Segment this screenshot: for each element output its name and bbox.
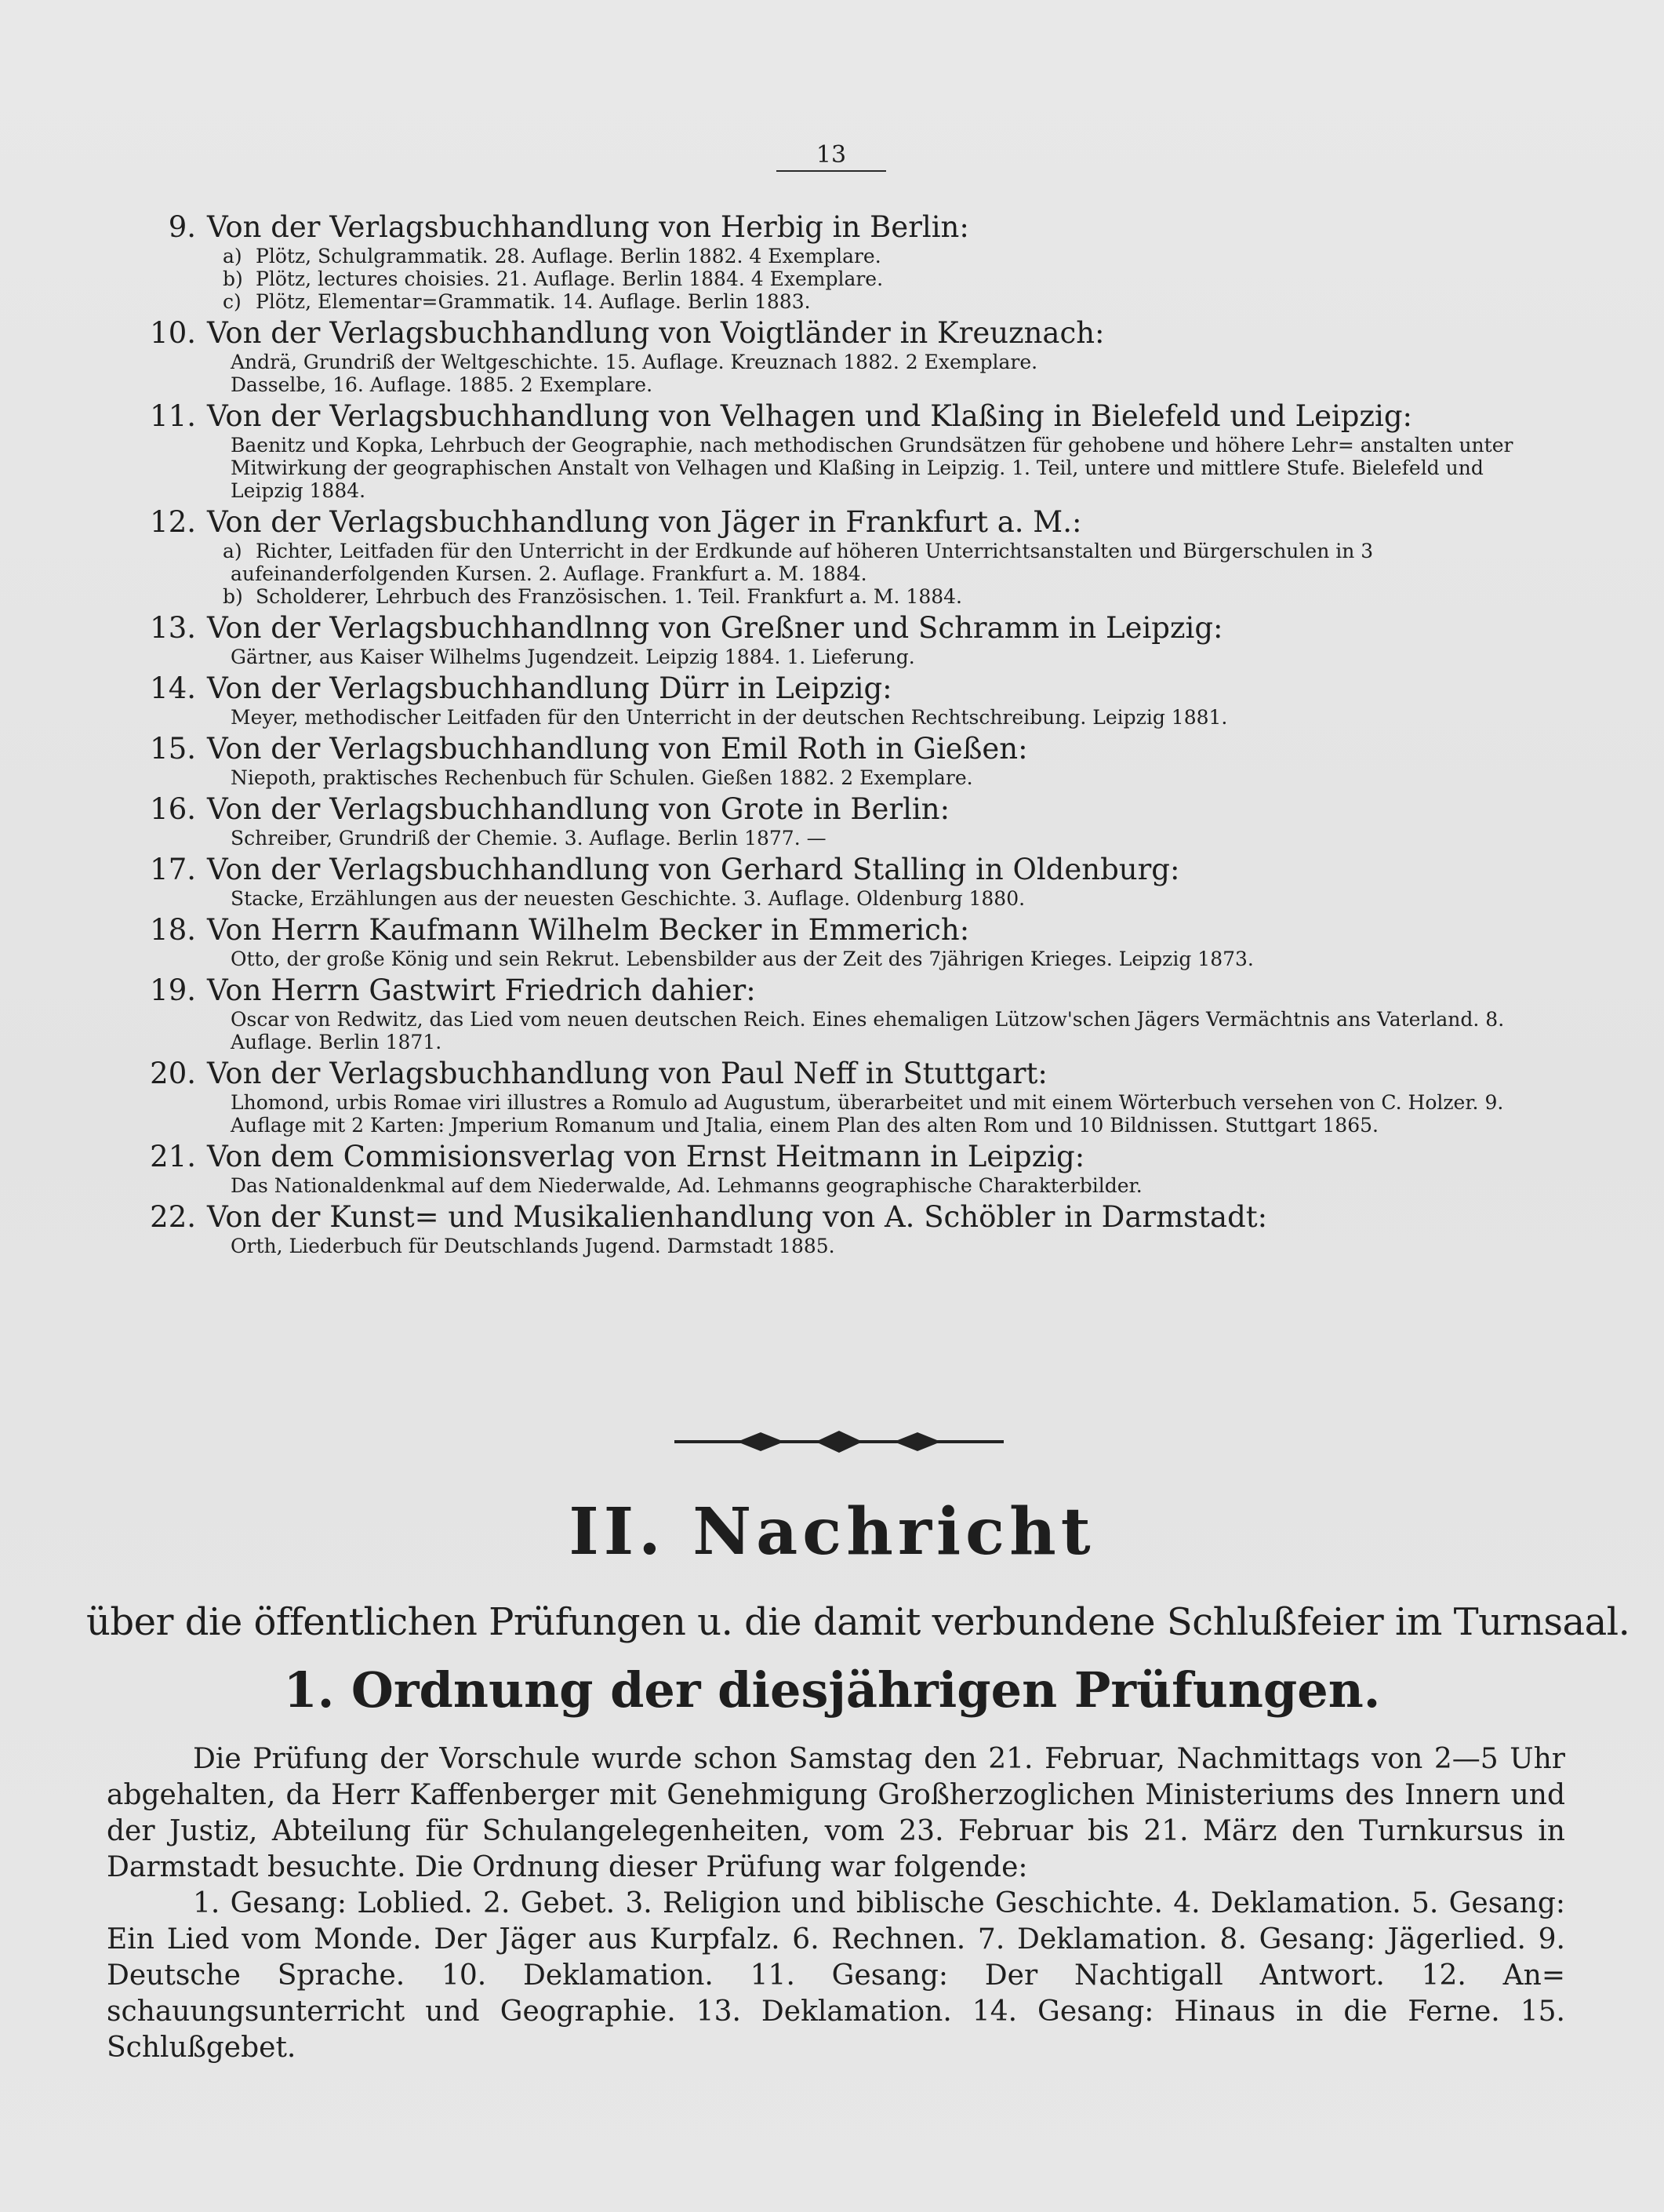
list-entry [149,611,1545,668]
entry-heading: Von dem Commisionsverlag von Ernst Heitmann in Leipzig: [207,1140,1085,1173]
section-heading: 1. Ordnung der diesjährigen Prüfungen. [283,1661,1381,1719]
entry-item: Otto, der große König und sein Rekrut. Lebensbilder aus der Zeit des 7jährigen Krieges. Leipzig 1873. [231,948,1254,970]
entry-number: 12. [150,505,196,539]
entry-item: Oscar von Redwitz, das Lied vom neuen deutschen Reich. Eines ehemaligen Lützow'schen Jägers Vermächtnis ans Vaterland. 8. Auflage. Berlin 1871. [231,1008,1505,1053]
entry-heading: Von der Verlagsbuchhandlung Dürr in Leipzig: [207,671,892,705]
entry-heading: Von der Verlagsbuchhandlung von Jäger in Frankfurt a. M.: [207,505,1082,539]
entry-heading: Von der Verlagsbuchhandlung von Grote in Berlin: [207,792,950,826]
list-entry [149,1140,1545,1197]
item-label: c) [223,290,242,313]
list-entry [149,913,1545,970]
list-entry [149,1057,1545,1137]
entry-heading: Von der Verlagsbuchhandlung von Emil Roth in Gießen: [207,732,1028,766]
entry-heading: Von Herrn Gastwirt Friedrich dahier: [207,973,756,1007]
list-entry [149,316,1545,396]
entry-heading: Von der Verlagsbuchhandlung von Voigtländer in Kreuznach: [207,316,1105,350]
item-text: Plötz, lectures choisies. 21. Auflage. Berlin 1884. 4 Exemplare. [256,267,884,290]
entry-item [223,585,1545,608]
entry-item: Lhomond, urbis Romae viri illustres a Romulo ad Augustum, überarbeitet und mit einem Wörterbuch versehen von C. Holzer. 9. Auflage mit 2 Karten: Jmperium Romanum und Jtalia, einem Plan des alten Rom und 10 Bildnissen. Stuttgart 1865. [231,1091,1504,1137]
entry-item: Gärtner, aus Kaiser Wilhelms Jugendzeit. Leipzig 1884. 1. Lieferung. [231,646,915,668]
list-entry [149,973,1545,1053]
entry-number: 22. [150,1200,196,1234]
list-entry [149,1200,1545,1257]
entry-item [223,540,1545,585]
paragraph: 1. Gesang: Loblied. 2. Gebet. 3. Religion und biblische Geschichte. 4. Deklamation. 5. Gesang: Ein Lied vom Monde. Der Jäger aus Kurpfalz. 6. Rechnen. 7. Deklamation. 8. Gesang: Jägerlied. 9. Deutsche Sprache. 10. Deklamation. 11. Gesang: Der Nachtigall Antwort. 12. An= schauungsunterricht und Geographie. 13. Deklamation. 14. Gesang: Hinaus in die Ferne. 15. Schlußgebet. [107,1887,1565,2064]
list-entry [149,671,1545,729]
entry-heading: Von der Verlagsbuchhandlung von Velhagen und Klaßing in Bielefeld und Leipzig: [207,399,1412,433]
entry-heading: Von der Verlagsbuchhandlung von Gerhard Stalling in Oldenburg: [207,853,1180,886]
entry-item: Stacke, Erzählungen aus der neuesten Geschichte. 3. Auflage. Oldenburg 1880. [231,887,1026,910]
ornament-divider [674,1426,1004,1457]
entry-item: Das Nationaldenkmal auf dem Niederwalde, Ad. Lehmanns geographische Charakterbilder. [231,1174,1143,1197]
entry-item: Schreiber, Grundriß der Chemie. 3. Auflage. Berlin 1877. — [231,827,827,850]
entry-item: Orth, Liederbuch für Deutschlands Jugend. Darmstadt 1885. [231,1235,835,1257]
entry-number: 21. [150,1140,196,1173]
item-label: a) [223,540,242,562]
item-text: Richter, Leitfaden für den Unterricht in der Erdkunde auf höheren Unterrichtsanstalten und Bürgerschulen in 3 aufeinanderfolgenden Kursen. 2. Auflage. Frankfurt a. M. 1884. [231,540,1374,585]
entry-heading: Von der Verlagsbuchhandlnng von Greßner und Schramm in Leipzig: [207,611,1223,645]
entry-number: 15. [150,732,196,766]
entry-number: 17. [150,853,196,886]
entry-item: Meyer, methodischer Leitfaden für den Unterricht in der deutschen Rechtschreibung. Leipzig 1881. [231,706,1228,729]
item-text: Scholderer, Lehrbuch des Französischen. 1. Teil. Frankfurt a. M. 1884. [256,585,962,608]
entry-item: Andrä, Grundriß der Weltgeschichte. 15. Auflage. Kreuznach 1882. 2 Exemplare. [231,351,1038,373]
body-text [107,1741,1565,2066]
entry-item: Baenitz und Kopka, Lehrbuch der Geographie, nach methodischen Grundsätzen für gehobene und höhere Lehr= anstalten unter Mitwirkung der geographischen Anstalt von Velhagen und Klaßing in Leipzig. 1. Teil, untere und mittlere Stufe. Bielefeld und Leipzig 1884. [231,434,1513,502]
entry-number: 18. [150,913,196,947]
entry-number: 19. [150,973,196,1007]
paragraph: Die Prüfung der Vorschule wurde schon Samstag den 21. Februar, Nachmittags von 2—5 Uhr abgehalten, da Herr Kaffenberger mit Genehmigung Großherzoglichen Ministeriums des Innern und der Justiz, Abteilung für Schulangelegenheiten, vom 23. Februar bis 21. März den Turnkursus in Darmstadt besuchte. Die Ordnung dieser Prüfung war folgende: [107,1743,1565,1883]
entry-number: 11. [150,399,196,433]
list-entry [149,792,1545,850]
item-label: a) [223,245,242,267]
entry-item [223,245,1545,267]
entry-number: 13. [150,611,196,645]
entry-item: Niepoth, praktisches Rechenbuch für Schulen. Gießen 1882. 2 Exemplare. [231,766,973,789]
page-number: 13 [776,141,886,172]
list-entry [149,210,1545,313]
entry-number: 10. [150,316,196,350]
entry-number: 16. [150,792,196,826]
donation-list [149,210,1545,1261]
list-entry [149,853,1545,910]
list-entry [149,505,1545,608]
entry-heading: Von der Verlagsbuchhandlung von Paul Neff in Stuttgart: [207,1057,1048,1090]
item-text: Plötz, Elementar=Grammatik. 14. Auflage. Berlin 1883. [256,290,811,313]
entry-number: 14. [150,671,196,705]
entry-number: 9. [168,210,196,244]
entry-item [223,267,1545,290]
section-subtitle: über die öffentlichen Prüfungen u. die damit verbundene Schlußfeier im Turnsaal. [86,1600,1630,1644]
entry-number: 20. [150,1057,196,1090]
entry-item: Dasselbe, 16. Auflage. 1885. 2 Exemplare. [231,373,653,396]
entry-heading: Von der Verlagsbuchhandlung von Herbig in Berlin: [207,210,969,244]
entry-heading: Von der Kunst= und Musikalienhandlung von A. Schöbler in Darmstadt: [207,1200,1268,1234]
list-entry [149,399,1545,502]
list-entry [149,732,1545,789]
entry-heading: Von Herrn Kaufmann Wilhelm Becker in Emmerich: [207,913,970,947]
entry-item [223,290,1545,313]
item-label: b) [223,585,243,608]
item-text: Plötz, Schulgrammatik. 28. Auflage. Berlin 1882. 4 Exemplare. [256,245,881,267]
section-title: II. Nachricht [569,1494,1095,1570]
item-label: b) [223,267,243,290]
